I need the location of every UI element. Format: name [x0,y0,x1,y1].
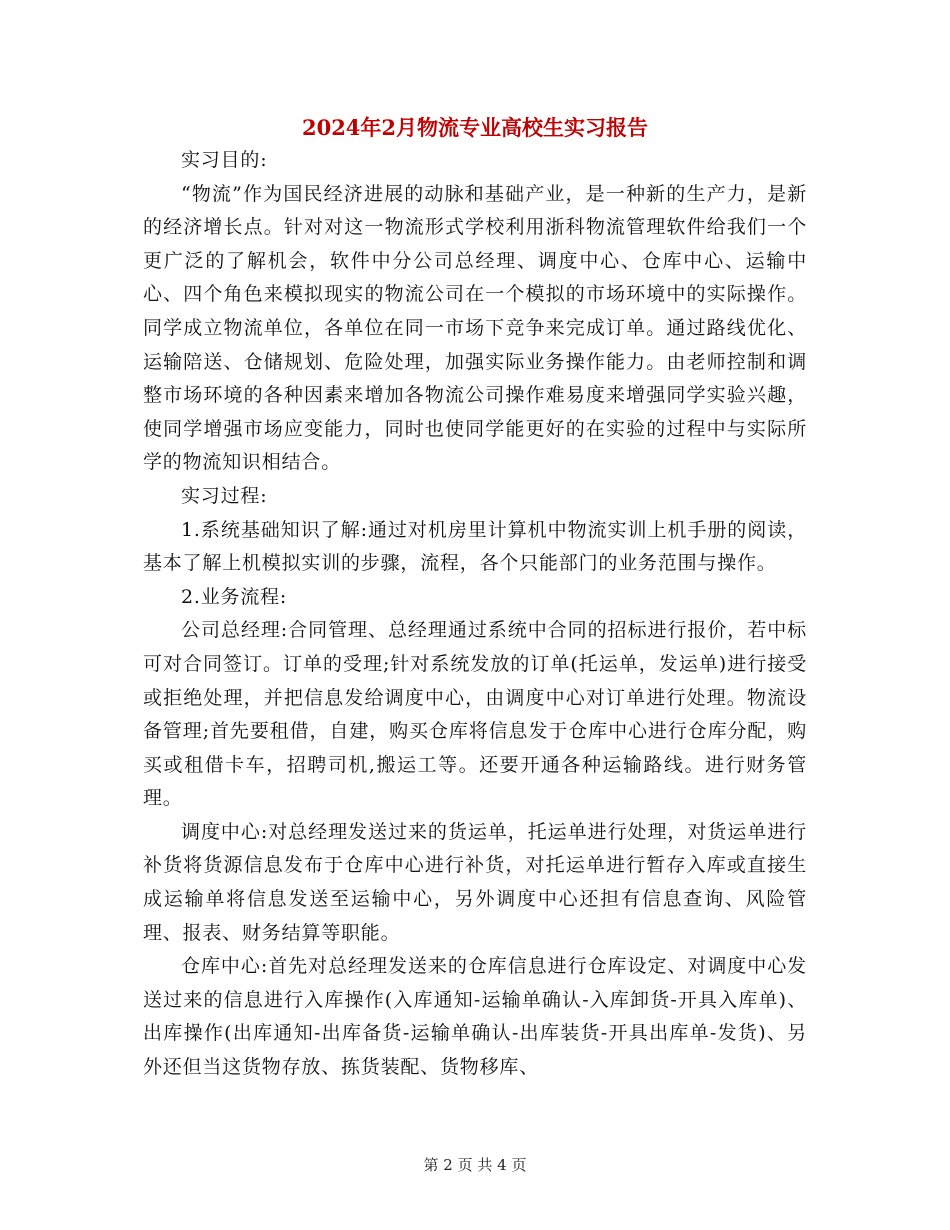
paragraph-process-heading: 实习过程: [181,484,268,507]
paragraph-business-flow-heading: 2.业务流程: [181,585,288,608]
page-footer: 第 2 页 共 4 页 [423,1156,527,1174]
paragraph-dispatch-center: 调度中心:对总经理发送过来的货运单，托运单进行处理，对货运单进行补货将货源信息发布于仓库中心进行补货，对托运单进行暂存入库或直接生成运输单将信息发送至运输中心，另外调度中心还担有信息查询、风险管理、报表、财务结算等职能。 [143,820,807,944]
paragraph-purpose-heading: 实习目的: [181,149,268,171]
paragraph-general-manager: 公司总经理:合同管理、总经理通过系统中合同的招标进行报价，若中标可对合同签订。订单的受理;针对系统发放的订单(托运单，发运单)进行接受或拒绝处理，并把信息发给调度中心，由调度中心对订单进行处理。物流设备管理;首先要租借，自建，购买仓库将信息发于仓库中心进行仓库分配，购买或租借卡车，招聘司机,搬运工等。还要开通各种运输路线。进行财务管理。 [143,619,807,810]
document-body [143,144,807,1085]
paragraph-warehouse-center: 仓库中心:首先对总经理发送来的仓库信息进行仓库设定、对调度中心发送过来的信息进行入库操作(入库通知-运输单确认-入库卸货-开具入库单)、出库操作(出库通知-出库备货-运输单确认-出库装货-开具出库单-发货)、另外还但当这货物存放、拣货装配、货物移库、 [143,955,807,1079]
paragraph-system-basics: 1.系统基础知识了解:通过对机房里计算机中物流实训上机手册的阅读，基本了解上机模拟实训的步骤，流程，各个只能部门的业务范围与操作。 [143,518,807,575]
paragraph-purpose-body: “物流”作为国民经济进展的动脉和基础产业，是一种新的生产力，是新的经济增长点。针对对这一物流形式学校利用浙科物流管理软件给我们一个更广泛的了解机会，软件中分公司总经理、调度中心、仓库中心、运输中心、四个角色来模拟现实的物流公司在一个模拟的市场环境中的实际操作。同学成立物流单位，各单位在同一市场下竞争来完成订单。通过路线优化、运输陪送、仓储规划、危险处理，加强实际业务操作能力。由老师控制和调整市场环境的各种因素来增加各物流公司操作难易度来增强同学实验兴趣，使同学增强市场应变能力，同时也使同学能更好的在实验的过程中与实际所学的物流知识相结合。 [143,182,807,474]
document-title: 2024年2月物流专业高校生实习报告 [301,115,649,140]
